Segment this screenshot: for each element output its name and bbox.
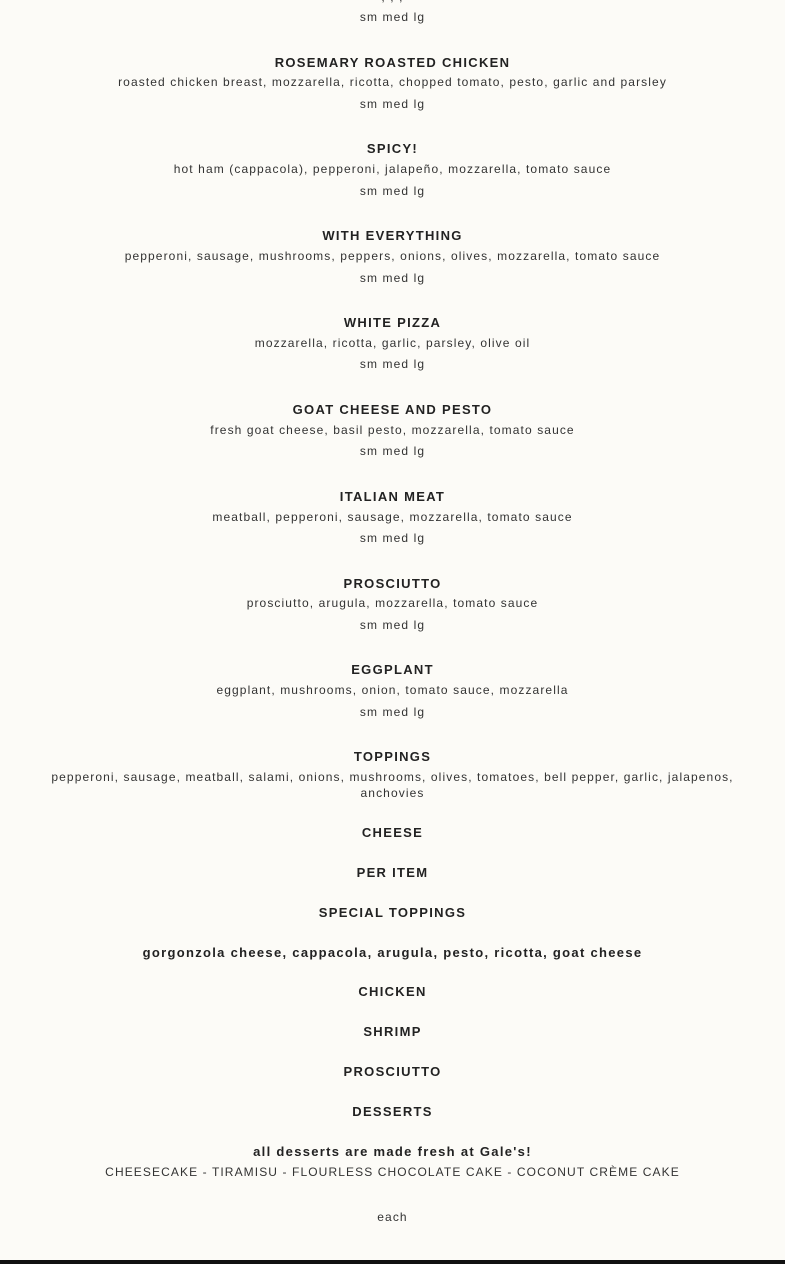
prosciutto-topping-heading: PROSCIUTTO	[343, 1064, 442, 1079]
item-sizes: sm med lg	[359, 357, 426, 371]
item-sizes: sm med lg	[359, 531, 426, 545]
section-title-toppings: TOPPINGS	[353, 749, 432, 764]
item-sizes: sm med lg	[359, 618, 426, 632]
item-sizes: sm med lg	[359, 10, 426, 24]
item-sizes: sm med lg	[359, 705, 426, 719]
item-title: WHITE PIZZA	[343, 315, 442, 330]
item-title: WITH EVERYTHING	[322, 228, 463, 243]
item-title: ROSEMARY ROASTED CHICKEN	[274, 55, 511, 70]
item-title: ITALIAN MEAT	[339, 489, 446, 504]
section-title-special-toppings: SPECIAL TOPPINGS	[318, 905, 467, 920]
item-title: SPICY!	[366, 141, 419, 156]
item-title: EGGPLANT	[351, 662, 434, 677]
partial-item-desc	[0, 0, 785, 4]
desserts-price-note: each	[377, 1210, 408, 1224]
item-desc: mozzarella, ricotta, garlic, parsley, olive oil	[254, 336, 531, 350]
item-desc: pepperoni, sausage, mushrooms, peppers, onions, olives, mozzarella, tomato sauce	[124, 249, 661, 263]
section-title-desserts: DESSERTS	[352, 1104, 433, 1119]
item-sizes: sm med lg	[359, 271, 426, 285]
item-desc: hot ham (cappacola), pepperoni, jalapeño, mozzarella, tomato sauce	[173, 162, 612, 176]
desserts-subtitle: all desserts are made fresh at Gale's!	[253, 1144, 532, 1159]
special-toppings-list: gorgonzola cheese, cappacola, arugula, pesto, ricotta, goat cheese	[142, 945, 643, 960]
item-desc: meatball, pepperoni, sausage, mozzarella, tomato sauce	[212, 510, 573, 524]
item-desc: fresh goat cheese, basil pesto, mozzarella, tomato sauce	[210, 423, 575, 437]
item-title: PROSCIUTTO	[343, 576, 442, 591]
desserts-list: CHEESECAKE - TIRAMISU - FLOURLESS CHOCOLATE CAKE - COCONUT CRÈME CAKE	[105, 1165, 680, 1179]
item-sizes: sm med lg	[359, 184, 426, 198]
item-sizes: sm med lg	[359, 97, 426, 111]
cheese-heading: CHEESE	[361, 825, 424, 840]
per-item-heading: PER ITEM	[356, 865, 429, 880]
chicken-heading: CHICKEN	[358, 984, 427, 999]
toppings-list: pepperoni, sausage, meatball, salami, onions, mushrooms, olives, tomatoes, bell pepper, garlic, jalapenos, anchovies	[51, 770, 734, 800]
item-sizes: sm med lg	[359, 444, 426, 458]
item-desc: prosciutto, arugula, mozzarella, tomato sauce	[246, 596, 539, 610]
item-desc: roasted chicken breast, mozzarella, ricotta, chopped tomato, pesto, garlic and parsley	[118, 75, 667, 89]
item-title: GOAT CHEESE AND PESTO	[292, 402, 493, 417]
shrimp-heading: SHRIMP	[363, 1024, 422, 1039]
footer-bar	[0, 1260, 785, 1264]
item-desc: eggplant, mushrooms, onion, tomato sauce, mozzarella	[216, 683, 569, 697]
